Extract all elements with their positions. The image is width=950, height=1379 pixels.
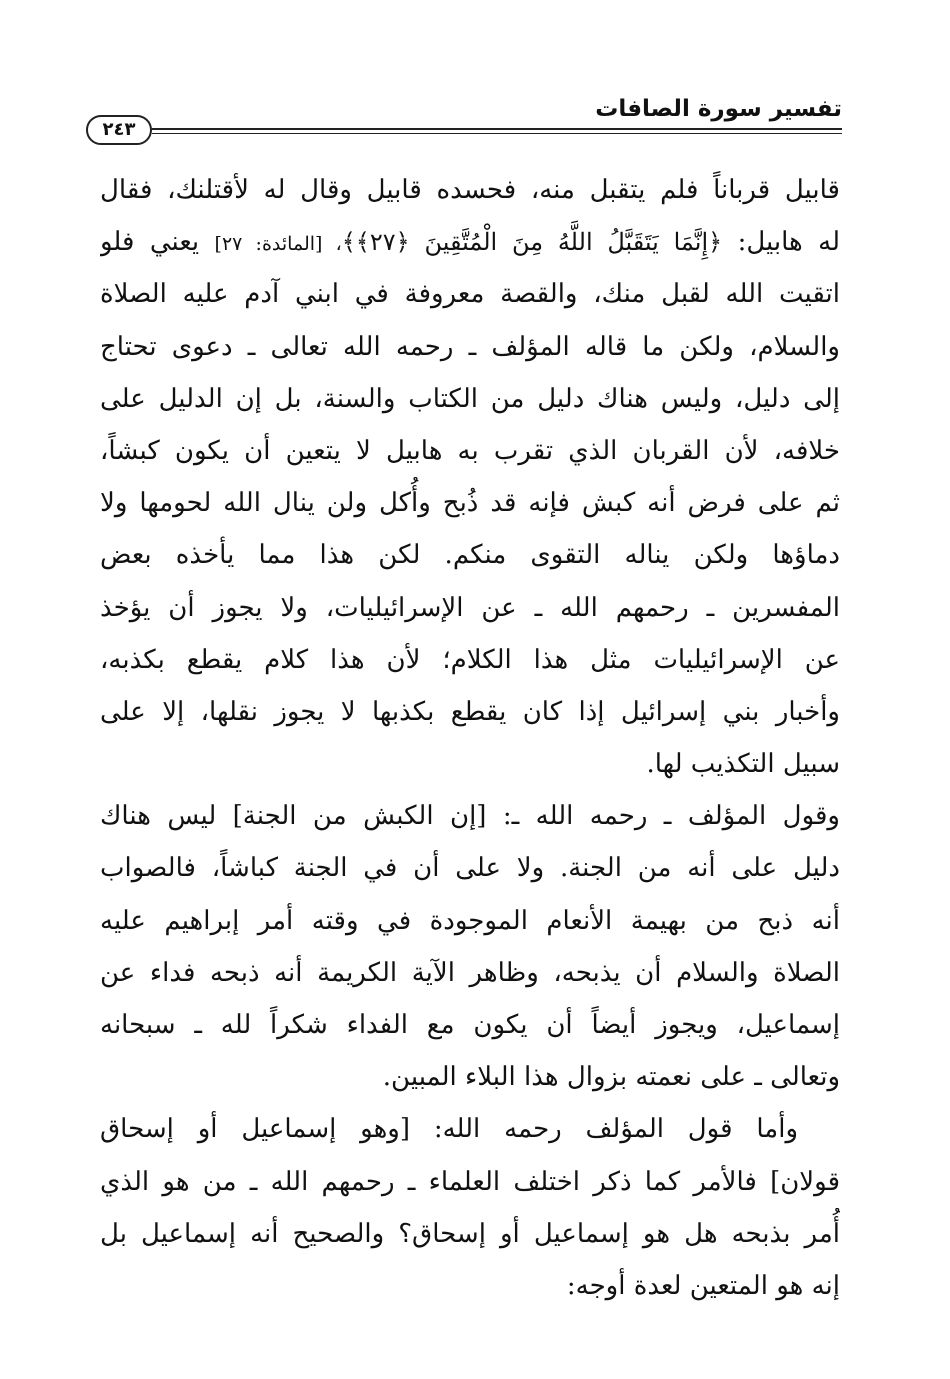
text-line: عن الإسرائيليات مثل هذا الكلام؛ لأن هذا كلام يقطع بكذبه، [100, 644, 840, 675]
running-title: تفسير سورة الصافات [595, 96, 842, 122]
body-text [100, 164, 840, 1312]
quran-verse: ﴿إِنَّمَا يَتَقَبَّلُ اللَّهُ مِنَ الْمُتَّقِينَ ﴿٢٧﴾﴾ [341, 228, 723, 257]
text-segment: له هابيل: [722, 227, 840, 258]
verse-reference: ، [المائدة: ٢٧] [214, 233, 342, 256]
text-line: إلى دليل، وليس هناك دليل من الكتاب والسنة، بل إن الدليل على [100, 383, 840, 414]
text-line: دماؤها ولكن يناله التقوى منكم. لكن هذا مما يأخذه بعض [100, 540, 840, 571]
text-line: سبيل التكذيب لها. [646, 749, 840, 780]
text-line: ثم على فرض أنه كبش فإنه قد ذُبح وأُكل ولن ينال الله لحومها ولا [100, 488, 840, 519]
text-line: أنه ذبح من بهيمة الأنعام الموجودة في وقته أمر إبراهيم عليه [100, 905, 840, 936]
text-line: قابيل قرباناً فلم يتقبل منه، فحسده قابيل وقال له لأقتلنك، فقال [100, 175, 840, 205]
text-line: والسلام، ولكن ما قاله المؤلف ـ رحمه الله تعالى ـ دعوى تحتاج [100, 331, 840, 362]
text-line: وتعالى ـ على نعمته بزوال هذا البلاء المبين. [382, 1062, 840, 1093]
text-line: وقول المؤلف ـ رحمه الله ـ: [إن الكبش من الجنة] ليس هناك [100, 801, 840, 832]
page-number: ٢٤٣ [86, 115, 152, 145]
text-line: وأما قول المؤلف رحمه الله: [وهو إسماعيل أو إسحاق [100, 1114, 798, 1145]
text-line [100, 216, 840, 268]
text-line: إنه هو المتعين لعدة أوجه: [566, 1270, 840, 1301]
header-rule [152, 128, 842, 134]
text-line: اتقيت الله لقبل منك، والقصة معروفة في ابني آدم عليه الصلاة [100, 279, 840, 310]
text-line: أُمر بذبحه هل هو إسماعيل أو إسحاق؟ والصحيح أنه إسماعيل بل [100, 1218, 840, 1249]
text-line: وأخبار بني إسرائيل إذا كان يقطع بكذبها لا يجوز نقلها، إلا على [100, 696, 840, 727]
text-line: الصلاة والسلام أن يذبحه، وظاهر الآية الكريمة أنه ذبحه فداء عن [100, 957, 840, 988]
text-segment: يعني فلو [100, 227, 215, 258]
text-line: المفسرين ـ رحمهم الله ـ عن الإسرائيليات، ولا يجوز أن يؤخذ [100, 592, 840, 623]
text-line: إسماعيل، ويجوز أيضاً أن يكون مع الفداء شكراً لله ـ سبحانه [100, 1010, 840, 1040]
text-line: قولان] فالأمر كما ذكر اختلف العلماء ـ رحمهم الله ـ من هو الذي [100, 1166, 840, 1197]
page-header [86, 96, 842, 152]
text-line: خلافه، لأن القربان الذي تقرب به هابيل لا يتعين أن يكون كبشاً، [100, 435, 840, 466]
text-line: دليل على أنه من الجنة. ولا على أن في الجنة كباشاً، فالصواب [100, 853, 840, 884]
